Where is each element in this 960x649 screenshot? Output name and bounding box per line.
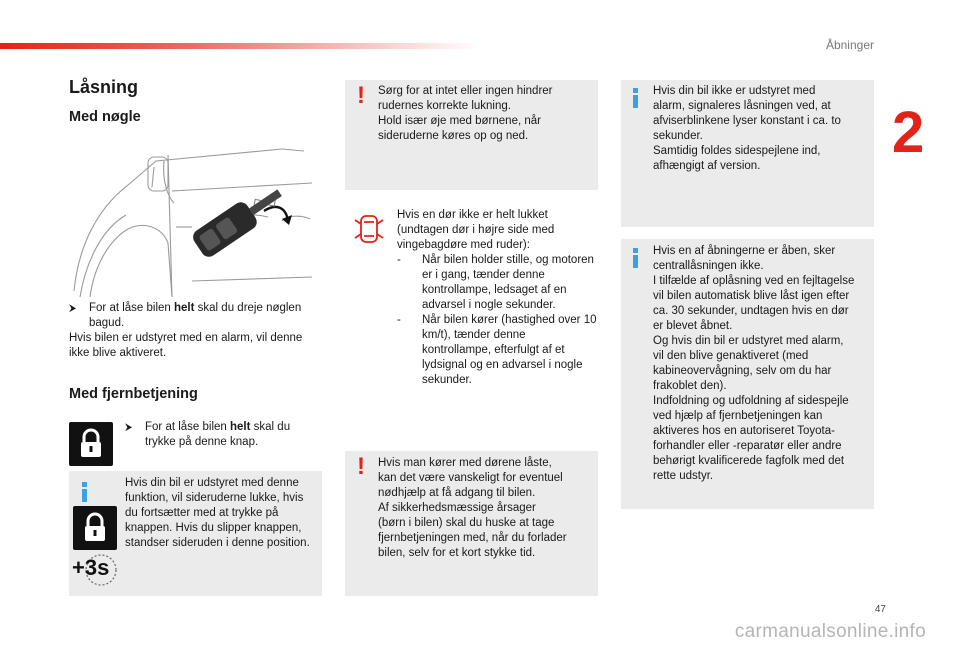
remote-info-text: Hvis din bil er udstyret med denne funktion, vil sideruderne lukke, hvis du fortsætter med at trykke på knappen. Hvis du slipper knappen, standser sideruden i denne position.: [125, 477, 310, 549]
warning-locked-text: Hvis man kører med dørene låste, kan det være vanskeligt for eventuel nødhjælp at få adgang til bilen. Af sikkerhedsmæssige årsager (børn i bilen) skal du huske at tage fjernbetjeningen med, når du forlader bilen, selv for et kort stykke tid.: [378, 457, 567, 559]
bullet-arrow-icon: ⮞: [69, 303, 77, 314]
key-alarm-note: Hvis bilen er udstyret med en alarm, vil denne ikke blive aktiveret.: [69, 332, 303, 359]
section-title: Åbninger: [825, 38, 874, 52]
key-section-heading: Med nøgle: [69, 109, 141, 125]
info-icon: [633, 248, 638, 268]
watermark: carmanualsonline.info: [734, 621, 926, 642]
door-open-warning-icon: [353, 210, 385, 248]
remote-lock-button-icon: [73, 506, 117, 550]
door-item-stationary: - Når bilen holder stille, og motoren er i gang, tænder denne kontrollampe, ledsaget af en advarsel i nogle sekunder.: [397, 254, 594, 311]
info-signal-text: Hvis din bil ikke er udstyret med alarm, signaleres låsningen ved, at afviserblinkene lyser konstant i ca. to sekunder. Samtidig foldes sidespejlene ind, afhængigt af version.: [653, 85, 841, 172]
remote-lock-button: [69, 422, 113, 466]
bullet-arrow-icon: ⮞: [125, 422, 133, 433]
key-instruction: ⮞ For at låse bilen helt skal du dreje nøglen bagud. Hvis bilen er udstyret med en alarm, vil denne ikke blive aktiveret.: [69, 301, 319, 361]
remote-section-heading: Med fjernbetjening: [69, 386, 198, 402]
warning-windows-text: Sørg for at intet eller ingen hindrer rudernes korrekte lukning. Hold især øje med børnene, når sideruderne køres op og ned.: [378, 85, 553, 142]
chapter-number: 2: [892, 100, 925, 165]
car-door-key-illustration: [72, 131, 324, 299]
door-warning-text: Hvis en dør ikke er helt lukket (undtagen dør i højre side med vingebagdøre med ruder): - Når bilen holder stille, og motoren er i gang, tænder denne kontrollampe, ledsaget af en advarsel i nogle sekunder. - Når bilen kører (hastighed over 10 km/t), tænder denne kontrollampe, efterfulgt af et lydsignal og en advarsel i nogle sekunder.: [397, 209, 597, 386]
info-icon: [633, 88, 638, 108]
warning-icon: !: [357, 82, 365, 109]
info-central-locking-text: Hvis en af åbningerne er åben, sker centrallåsningen ikke. I tilfælde af oplåsning ved en fejltagelse vil bilen automatisk blive låst igen efter ca. 30 sekunder, undtagen hvis en dør er blevet åbnet. Og hvis din bil er udstyret med alarm, vil den blive genaktiveret (med kabineovervågning, selv om du har frakoblet den). Indfoldning og udfoldning af sidespejle ved hjælp af fjernbetjeningen kan aktiveres hos en autoriseret Toyota- forhandler eller -reparatør eller andre behørigt kvalificerede fagfolk med det rette udstyr.: [653, 245, 855, 482]
header-accent-bar: [0, 43, 480, 49]
page-number: 47: [874, 604, 886, 615]
warning-icon: !: [357, 453, 365, 480]
info-icon: [82, 482, 87, 502]
hold-three-seconds-icon: +3s: [72, 553, 120, 587]
page-title: Låsning: [69, 77, 139, 97]
remote-instruction: ⮞ For at låse bilen helt skal du trykke på denne knap.: [125, 421, 291, 448]
door-item-moving: - Når bilen kører (hastighed over 10 km/t), tænder denne kontrollampe, efterfulgt af et lydsignal og en advarsel i nogle sekunder.: [397, 314, 597, 386]
